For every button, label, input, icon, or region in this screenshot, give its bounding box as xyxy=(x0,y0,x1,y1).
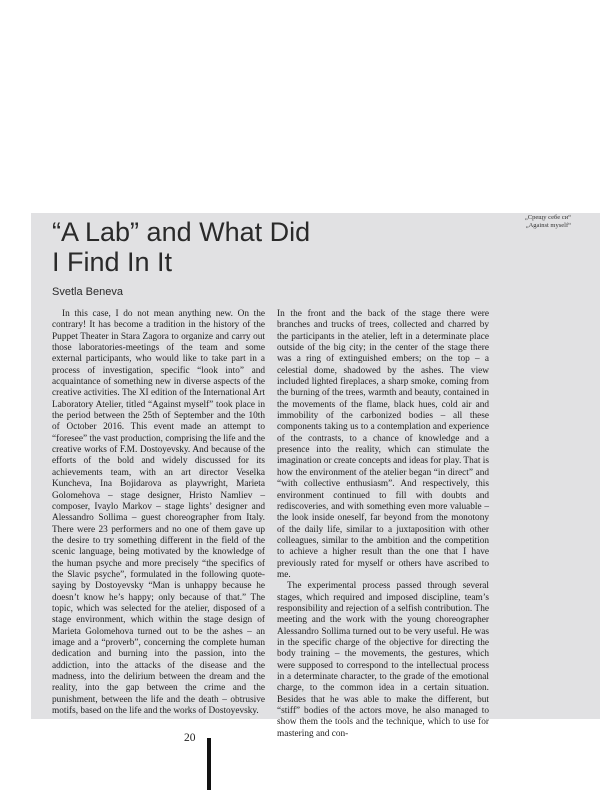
article-author: Svetla Beneva xyxy=(52,286,123,298)
section-note-en: „Against myself“ xyxy=(525,222,571,229)
section-note xyxy=(525,214,571,230)
article-title-line-2: I Find In It xyxy=(52,247,173,277)
right-paragraph-2: The experimental process passed through several stages, which required and imposed discipline, team’s responsibility and rejection of a selfish contribution. The meeting and the work with the young choreographer Alessandro Sollima turned out to be very useful. He was in the specific charge of the objective for directing the body training – the movements, the gestures, which were supposed to correspond to the intellectual process in a determinate character, to the grade of the emotional charge, to the common idea in a certain situation. Besides that he was able to make the different, but “stiff” bodies of the actors move, he also managed to show them the tools and the technique, which to use for mastering and con- xyxy=(277,581,489,739)
page-marker-bar xyxy=(207,738,211,790)
article-column-right xyxy=(277,309,489,740)
article-title-line-1: “A Lab” and What Did xyxy=(52,217,311,247)
article-title xyxy=(52,217,352,277)
page-number: 20 xyxy=(184,732,196,744)
left-paragraph-1: In this case, I do not mean anything new. On the contrary! It has become a tradition in the history of the Puppet Theater in Stara Zagora to organize and carry out those laboratories-meetings of the team and some external participants, who would like to take part in a process of investigation, specific “look into” and acquaintance of something new in diverse aspects of the creative activities. The XI edition of the International Art Laboratory Atelier, titled “Against myself” took place in the period between the 25th of September and the 10th of October 2016. This event made an attempt to “foresee” the vast production, comprising the life and the creative works of F.M. Dostoyevsky. And because of the efforts of the bold and widely discussed for its achievements team, with an art director Veselka Kuncheva, Ina Bojidarova as playwright, Marieta Golomehova – stage designer, Hristo Namliev – composer, Ivaylo Markov – stage lights’ designer and Alessandro Sollima – guest choreographer from Italy. There were 23 performers and no one of them gave up the desire to try something different in the field of the scenic language, being motivated by the knowledge of the human psyche and more precisely “the specifics of the Slavic psyche”, formulated in the following quote-saying by Dostoyevsky “Man is unhappy because he doesn’t know he’s happy; only because of that.” The topic, which was selected for the atelier, disposed of a stage environment, which within the stage design of Marieta Golomehova turned out to be the ashes – an image and a “proverb”, concerning the complete human dedication and burning into the passion, into the addiction, into the attacks of the disease and the madness, into the delirium between the dream and the reality, into the gap between the crime and the punishment, between the life and the death – obtrusive motifs, based on the life and the works of Dostoyevsky. xyxy=(52,309,265,717)
article-column-left xyxy=(52,309,265,717)
right-paragraph-1: In the front and the back of the stage there were branches and trucks of trees, collected and charred by the participants in the atelier, left in a determinate place outside of the big city; in the center of the stage there was a ring of extinguished embers; on the top – a celestial dome, shadowed by the ashes. The view included lighted fireplaces, a sharp smoke, coming from the burning of the trees, warmth and beauty, contained in the movements of the flame, black hues, cold air and immobility of the carbonized bodies – all these components taking us to a contemplation and experience of the contrasts, to a chance of knowledge and a presence into the reality, which can stimulate the imagination or create concepts and ideas for play. That is how the environment of the atelier began “in direct” and “with collective enthusiasm”. And respectively, this environment continued to fill with doubts and rediscoveries, and with something even more valuable – the look inside oneself, far beyond from the monotony of the daily life, similar to a juxtaposition with other colleagues, similar to the ambition and the competition to achieve a higher result than the one that I have previously rated for myself or others have ascribed to me. xyxy=(277,309,489,580)
section-note-bg: „Срещу себе си“ xyxy=(524,214,571,221)
